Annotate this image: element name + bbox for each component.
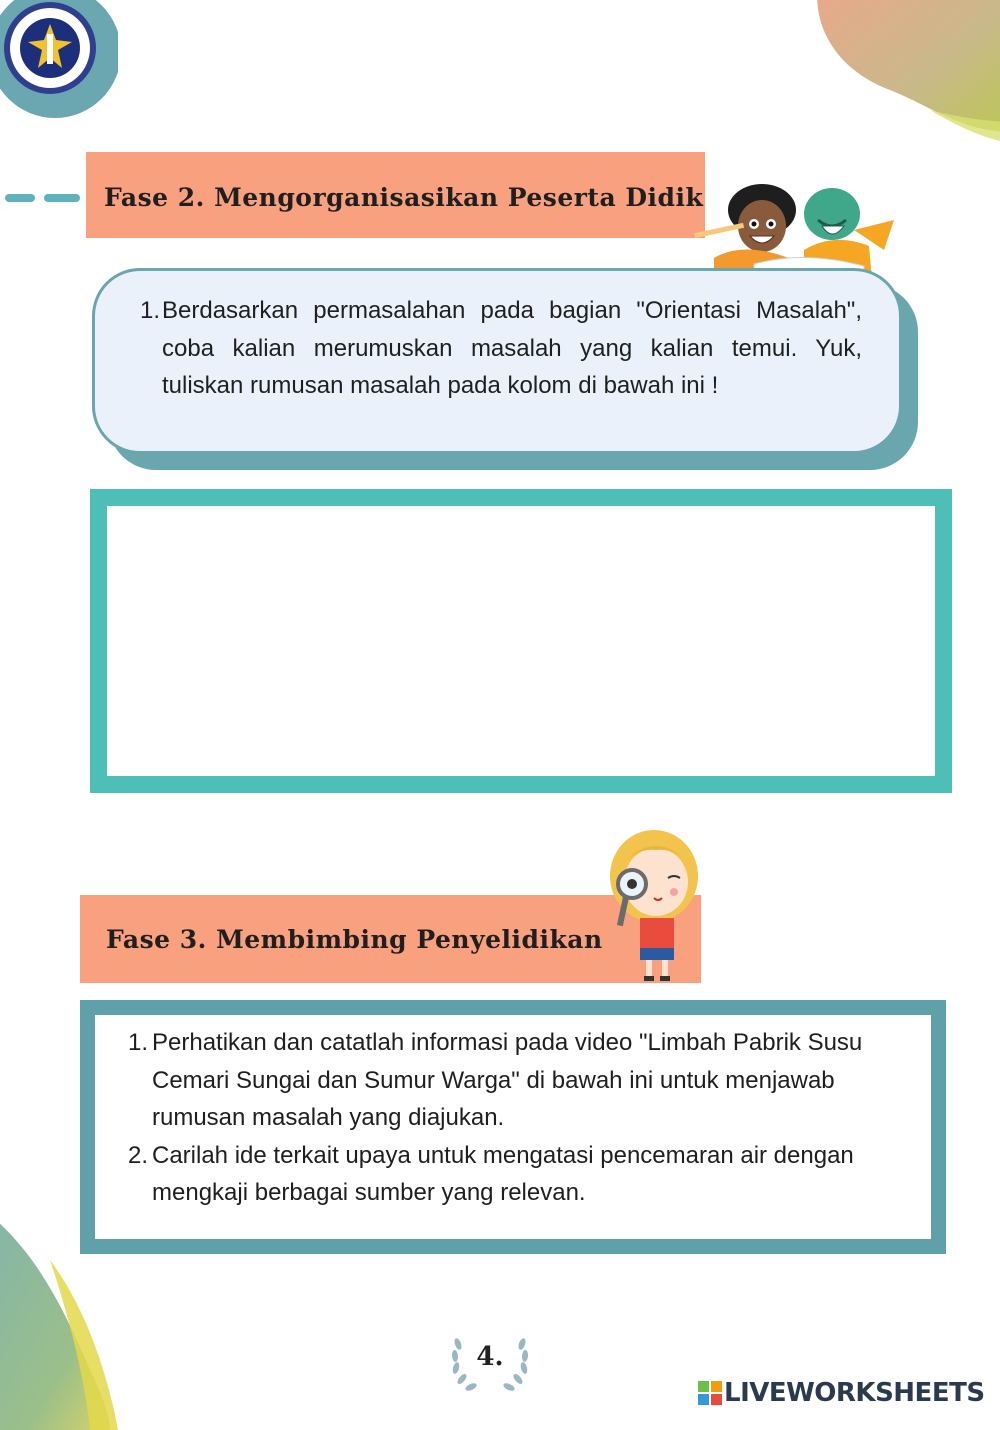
list-number: 1. — [128, 1029, 149, 1056]
list-number: 2. — [128, 1141, 149, 1169]
decorative-dash — [44, 194, 80, 202]
liveworksheets-logo-icon — [698, 1381, 722, 1405]
list-text: Carilah ide terkait upaya untuk mengatasi pencemaran air dengan mengkaji berbagai sumber yang relevan. — [152, 1141, 854, 1206]
page-number: 4. — [476, 1342, 504, 1372]
list-item — [128, 1137, 908, 1212]
phase3-instruction-list — [128, 1024, 908, 1212]
decorative-blob-top-right — [780, 0, 1000, 150]
answer-input-box[interactable] — [90, 489, 952, 793]
liveworksheets-brand — [698, 1376, 985, 1410]
list-text: Berdasarkan permasalahan pada bagian "Orientasi Masalah", coba kalian merumuskan masalah yang kalian temui. Yuk, tuliskan rumusan masalah pada kolom di bawah ini ! — [162, 297, 862, 399]
kids-reading-illustration — [694, 180, 900, 280]
list-item — [140, 292, 862, 405]
decorative-dash — [5, 194, 35, 202]
phase2-title: Fase 2. Mengorganisasikan Peserta Didik — [104, 183, 704, 212]
list-number: 1. — [140, 297, 161, 324]
list-item — [128, 1024, 908, 1137]
phase3-title: Fase 3. Membimbing Penyelidikan — [106, 925, 603, 954]
university-logo — [0, 0, 118, 118]
brand-name: LIVEWORKSHEETS — [724, 1378, 985, 1408]
girl-with-magnifier-illustration — [596, 826, 704, 986]
list-text: Perhatikan dan catatlah informasi pada video "Limbah Pabrik Susu Cemari Sungai dan Sumur Warga" di bawah ini untuk menjawab rumusan masalah yang diajukan. — [152, 1029, 863, 1131]
phase2-instruction-list — [140, 292, 862, 405]
